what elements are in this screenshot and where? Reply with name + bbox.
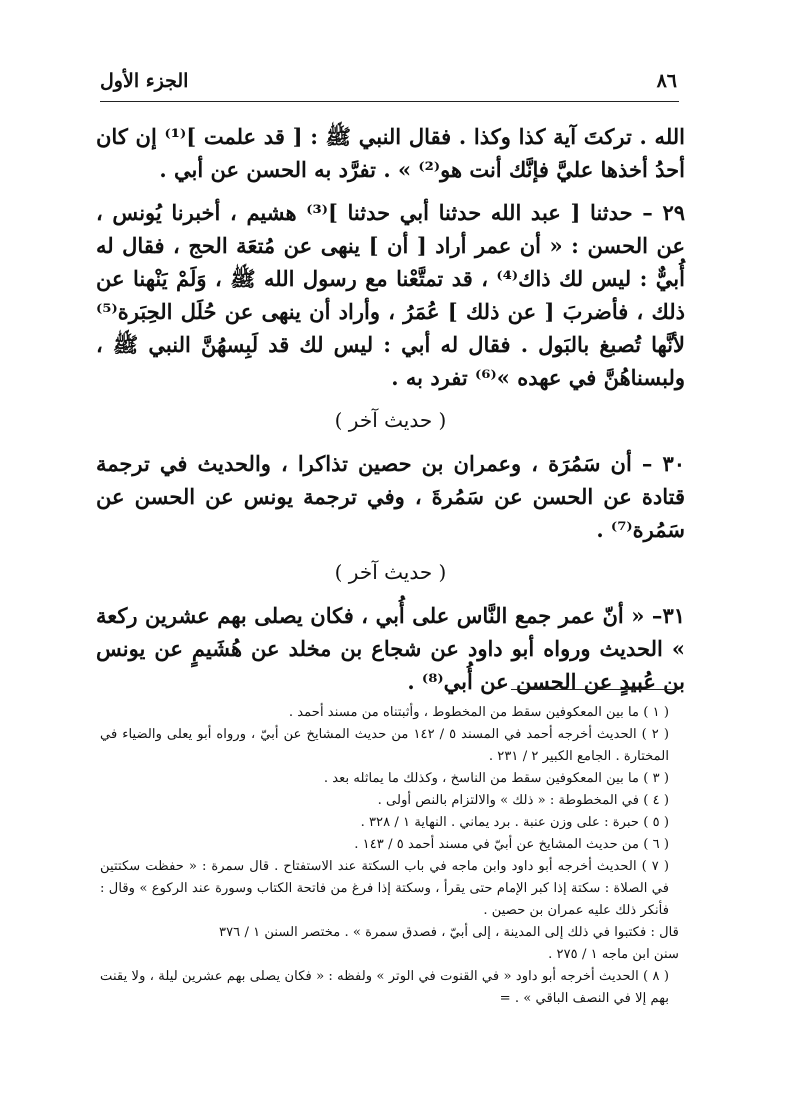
hadith-30: ٣٠ – أن سَمُرَة ، وعمران بن حصين تذاكرا ، والحديث في ترجمة قتادة عن الحسن عن سَمُرةَ ، وفي ترجمة يونس عن الحسن عن سَمُرة⁽⁷⁾ .	[96, 451, 685, 542]
footnote-1: ( ١ ) ما بين المعكوفين سقط من المخطوط ، وأثبتناه من مسند أحمد .	[288, 705, 669, 720]
header-rule	[100, 101, 679, 102]
footnote-3: ( ٣ ) ما بين المعكوفين سقط من الناسخ ، وكذلك ما يماثله بعد .	[323, 771, 669, 786]
footnote-rule	[511, 689, 679, 690]
footnote-2: ( ٢ ) الحديث أخرجه أحمد في المسند ٥ / ١٤٢ من حديث المشايخ عن أبيّ ، ورواه أبو يعلى والضياء في المختارة . الجامع الكبير ٢ / ٢٣١ .	[100, 727, 670, 764]
running-title: الجزء الأول	[100, 70, 189, 92]
footnote-7-continued: قال : فكتبوا في ذلك إلى المدينة ، إلى أبيّ ، فصدق سمرة » . مختصر السنن ١ / ٣٧٦	[219, 925, 679, 940]
hadith-31: ٣١– « أنّ عمر جمع النَّاس على أُبي ، فكان يصلى بهم عشرين ركعة » الحديث ورواه أبو داود عن شجاع بن مخلد عن هُشَيمٍ عن يونس بن عُبيدٍ عن الحسن عن أُبي⁽⁸⁾ .	[96, 603, 685, 694]
footnote-7: ( ٧ ) الحديث أخرجه أبو داود وابن ماجه في باب السكتة عند الاستفتاح . قال سمرة : « حفظت سكتتين في الصلاة : سكتة إذا كبر الإمام حتى يقرأ ، وسكتة إذا فرغ من فاتحة الكتاب وسورة عند الركوع » وقال : فأنكر ذلك عليه عمران بن حصين .	[100, 859, 669, 918]
footnote-8: ( ٨ ) الحديث أخرجه أبو داود « في القنوت في الوتر » ولفظه : « فكان يصلى بهم عشرين ليلة ، ولا يقنت بهم إلا في النصف الباقي » . =	[100, 969, 669, 1006]
running-head	[100, 70, 677, 92]
paragraph-continuation: الله . تركتَ آية كذا وكذا . فقال النبي ﷺ : [ قد علمت ]⁽¹⁾ إن كان أحدُ أخذها عليَّ فإنَّك أنت هو⁽²⁾ » . تفرَّد به الحسن عن أبي .	[96, 124, 686, 182]
main-text	[96, 120, 685, 708]
page-number: ٨٦	[656, 70, 677, 92]
footnote-4: ( ٤ ) في المخطوطة : « ذلك » والالتزام بالنص أولى .	[377, 793, 669, 808]
footnote-6: ( ٦ ) من حديث المشايخ عن أبيّ في مسند أحمد ٥ / ١٤٣ .	[354, 837, 669, 852]
section-heading-2: ( حديث آخر )	[334, 560, 447, 584]
footnotes	[100, 702, 679, 1010]
section-heading-1: ( حديث آخر )	[334, 408, 447, 432]
footnote-7-source: سنن ابن ماجه ١ / ٢٧٥ .	[548, 947, 679, 962]
hadith-29: ٢٩ – حدثنا [ عبد الله حدثنا أبي حدثنا ]⁽³⁾ هشيم ، أخبرنا يُونس ، عن الحسن : « أن عمر أراد [ أن ] ينهى عن مُتعَة الحج ، فقال له أُبيٌّ : ليس لك ذاك⁽⁴⁾ ، قد تمتَّعْنا مع رسول الله ﷺ ، وَلَمْ يَنْهنا عن ذلك ، فأضربَ [ عن ذلك ] عُمَرُ ، وأراد أن ينهى عن حُلَل الحِبَرة⁽⁵⁾ لأنَّها تُصبغ بالبَول . فقال له أبي : ليس لك قد لَبِسهُنَّ النبي ﷺ ، ولبسناهُنَّ في عهده »⁽⁶⁾ تفرد به .	[96, 200, 685, 390]
footnote-5: ( ٥ ) حبرة : على وزن عنبة . برد يماني . النهاية ١ / ٣٢٨ .	[360, 815, 669, 830]
